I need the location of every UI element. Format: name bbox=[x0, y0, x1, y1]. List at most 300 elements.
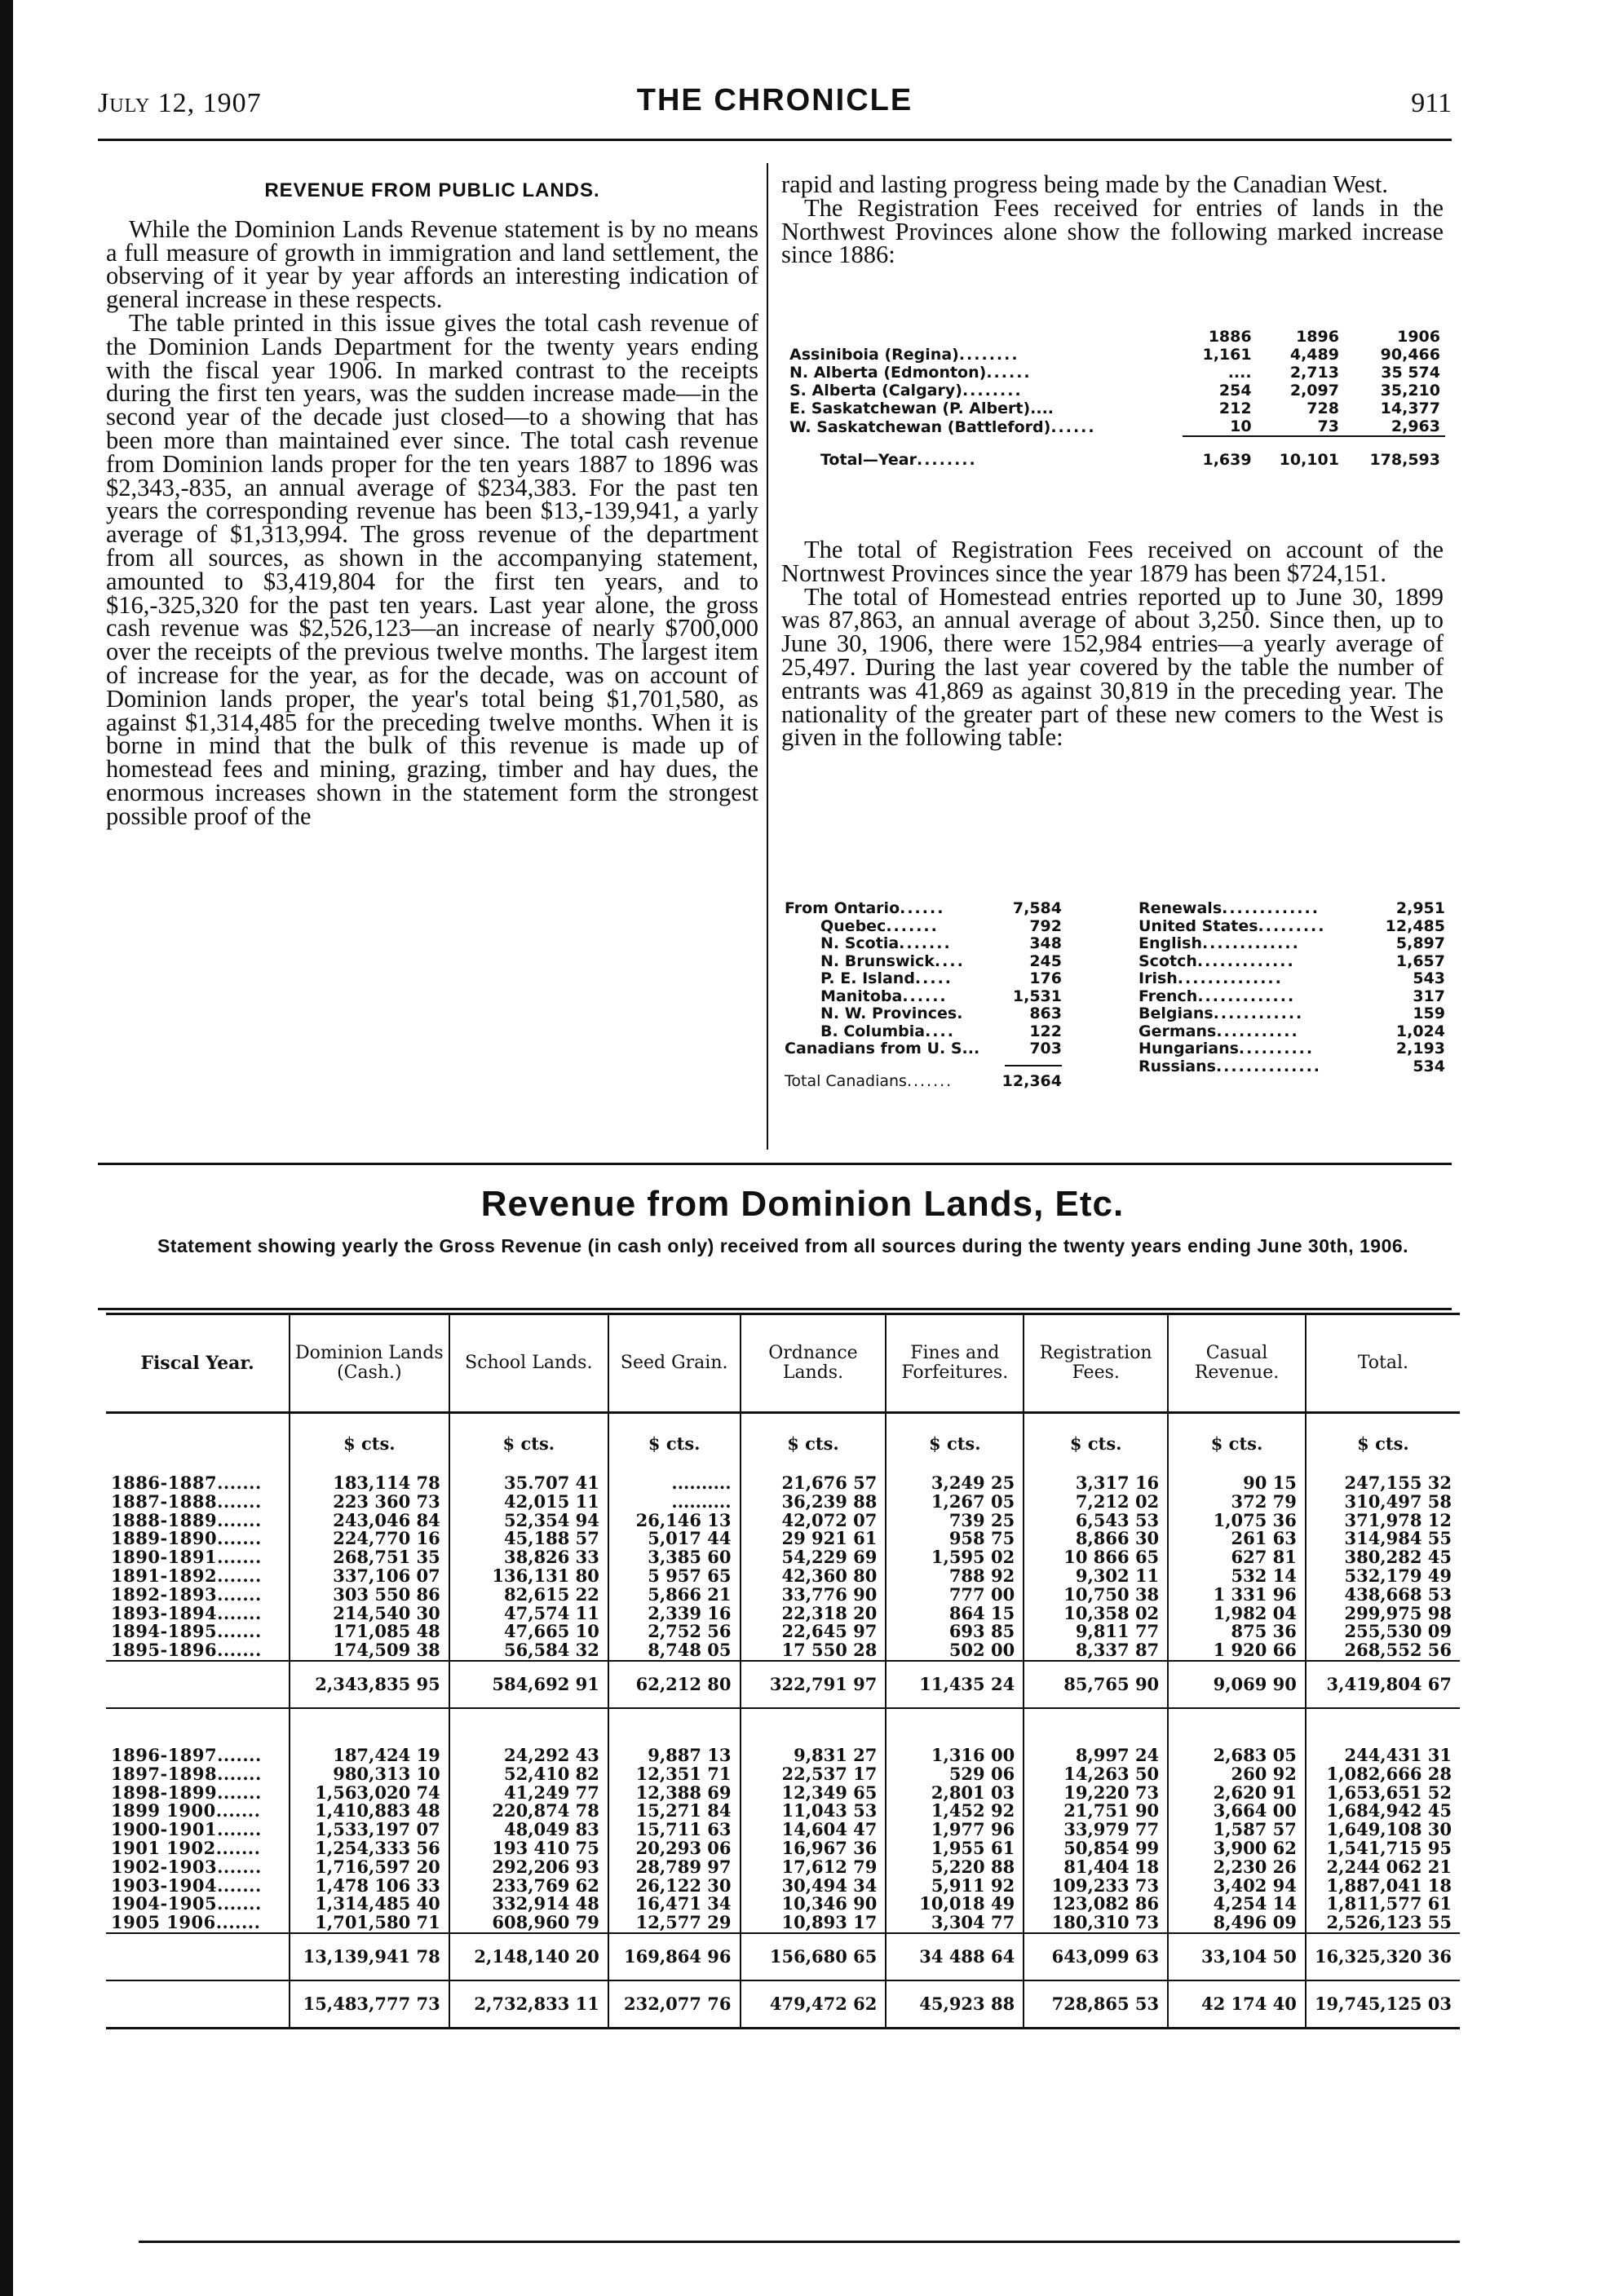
nat-label: Quebec bbox=[820, 916, 887, 935]
subtotal-cell: 3,419,804 67 bbox=[1306, 1661, 1460, 1708]
table-cell: 371,978 12 bbox=[1344, 1509, 1452, 1530]
table-cell: 1890-1891....... bbox=[111, 1547, 262, 1568]
table-cell: 1,314,485 40 bbox=[315, 1893, 440, 1914]
table-cell: 1895-1896....... bbox=[111, 1640, 262, 1661]
subtotal-cell: 2,148,140 20 bbox=[449, 1933, 608, 1980]
units-label: $ cts. bbox=[608, 1413, 741, 1475]
year-header: 1886 bbox=[1208, 328, 1252, 346]
table-cell: 1892-1893....... bbox=[111, 1583, 262, 1605]
table-cell: 223 360 73 bbox=[333, 1490, 440, 1512]
page-header bbox=[98, 83, 1452, 124]
table-cell: 56,584 32 bbox=[503, 1640, 599, 1661]
table-cell: 3,664 00 bbox=[1213, 1800, 1297, 1821]
table-cell: 42,015 11 bbox=[503, 1490, 599, 1512]
subtotal-cell: 156,680 65 bbox=[741, 1933, 887, 1980]
list-item: United States......... 12,485 bbox=[1139, 916, 1445, 935]
table-cell: 47,574 11 bbox=[503, 1602, 599, 1623]
table-cell: 8,866 30 bbox=[1075, 1528, 1160, 1549]
list-item: B. Columbia.... 122 bbox=[820, 1022, 1062, 1040]
nat-value: 534 bbox=[1413, 1057, 1445, 1075]
table-row: W. Saskatchewan (Battleford)...... 10 73 2,963 bbox=[785, 417, 1445, 436]
fiscal-year-column bbox=[106, 1708, 290, 1933]
table-cell: 9,887 13 bbox=[648, 1744, 732, 1765]
list-item: Renewals............. 2,951 bbox=[1139, 899, 1445, 917]
table-cell: 1901 1902....... bbox=[111, 1837, 261, 1858]
table-cell: 41,249 77 bbox=[503, 1782, 599, 1803]
table-cell: 5,220 88 bbox=[931, 1856, 1015, 1877]
article-left-column bbox=[106, 179, 758, 828]
publication-title: THE CHRONICLE bbox=[636, 83, 913, 117]
table-cell: 19,220 73 bbox=[1063, 1782, 1160, 1803]
cell: 212 bbox=[1218, 400, 1252, 417]
table-cell: 1,452 92 bbox=[931, 1800, 1015, 1821]
table-cell: 36,239 88 bbox=[781, 1490, 878, 1512]
cell: 1,161 bbox=[1202, 346, 1252, 364]
nat-label: From Ontario bbox=[785, 899, 900, 917]
table-cell: 268,552 56 bbox=[1344, 1640, 1452, 1661]
page-number: 911 bbox=[1411, 88, 1452, 118]
region-label: N. Alberta (Edmonton) bbox=[789, 364, 987, 382]
subtotal-cell: 643,099 63 bbox=[1024, 1933, 1168, 1980]
table-cell: 45,188 57 bbox=[503, 1528, 599, 1549]
list-item: Total Canadians....... 12,364 bbox=[785, 1071, 1062, 1090]
other-nationality-entries bbox=[1139, 900, 1445, 1075]
table-cell: 187,424 19 bbox=[333, 1744, 440, 1765]
cell: 10,101 bbox=[1279, 451, 1339, 469]
table-cell: 22,645 97 bbox=[781, 1621, 878, 1642]
units-row bbox=[106, 1413, 1460, 1475]
article-paragraph: The total of Registration Fees received on account of the Nortnwest Provinces since the year 1879 has been $724,151. bbox=[781, 536, 1444, 587]
list-item: English............. 5,897 bbox=[1139, 934, 1445, 952]
list-item: Quebec....... 792 bbox=[820, 916, 1062, 935]
table-cell: 35.707 41 bbox=[503, 1473, 599, 1493]
footer-rule bbox=[139, 2241, 1460, 2243]
section-rule bbox=[98, 1163, 1452, 1165]
units-label: $ cts. bbox=[1168, 1413, 1306, 1475]
table-cell: 1902-1903....... bbox=[111, 1856, 262, 1877]
total-column bbox=[1306, 1708, 1460, 1933]
registration-fees-column bbox=[1024, 1474, 1168, 1661]
list-item: Russians.............. 534 bbox=[1139, 1057, 1445, 1075]
table-cell: 3,249 25 bbox=[931, 1473, 1015, 1493]
table-top-rule bbox=[98, 1308, 1452, 1310]
table-cell: 529 06 bbox=[948, 1763, 1015, 1784]
units-label: $ cts. bbox=[449, 1413, 608, 1475]
table-cell: 1 920 66 bbox=[1213, 1640, 1297, 1661]
nat-value: 2,193 bbox=[1395, 1040, 1445, 1057]
table-cell: 5,866 21 bbox=[648, 1583, 732, 1605]
table-cell: 1887-1888....... bbox=[111, 1490, 262, 1512]
table-cell: 1,587 57 bbox=[1213, 1819, 1297, 1840]
units-label: $ cts. bbox=[1024, 1413, 1168, 1475]
table-cell: 136,131 80 bbox=[492, 1565, 599, 1586]
region-label: W. Saskatchewan (Battleford) bbox=[789, 417, 1051, 436]
table-cell: 17 550 28 bbox=[781, 1640, 878, 1661]
subtotal-cell: 169,864 96 bbox=[608, 1933, 741, 1980]
period1-rows bbox=[106, 1474, 1460, 1661]
table-cell: 52,410 82 bbox=[503, 1763, 599, 1784]
article-right-column-lower bbox=[781, 536, 1444, 752]
article-paragraph: While the Dominion Lands Revenue statement is by no means a full measure of growth in immigration and land settlement, the observing of it year by year affords an interesting indication of general increase in these respects. bbox=[106, 214, 758, 314]
table-cell: 1893-1894....... bbox=[111, 1602, 262, 1623]
list-item bbox=[785, 1040, 1062, 1058]
table-cell: 11,043 53 bbox=[781, 1800, 878, 1821]
table-cell: 3,402 94 bbox=[1213, 1874, 1297, 1896]
nat-label: French bbox=[1139, 987, 1198, 1005]
year-header: 1896 bbox=[1296, 328, 1339, 346]
table-cell: 183,114 78 bbox=[333, 1473, 440, 1493]
cell: 73 bbox=[1317, 417, 1339, 435]
table-cell: 1886-1887....... bbox=[111, 1473, 262, 1493]
table-cell: 12,351 71 bbox=[635, 1763, 732, 1784]
table-cell: 1,533,197 07 bbox=[315, 1819, 440, 1840]
table-cell: 1891-1892....... bbox=[111, 1565, 262, 1586]
article-right-column bbox=[781, 170, 1444, 269]
table-cell: 2,244 062 21 bbox=[1326, 1856, 1452, 1877]
table-cell: 1,653,651 52 bbox=[1326, 1782, 1452, 1803]
table-row bbox=[785, 400, 1445, 417]
table-cell: 26,146 13 bbox=[635, 1509, 732, 1530]
article-paragraph: rapid and lasting progress being made by the Canadian West. bbox=[781, 170, 1389, 198]
registration-fees-table bbox=[785, 328, 1445, 469]
list-item: N. Brunswick.... 245 bbox=[820, 952, 1062, 970]
nat-value: 792 bbox=[1029, 916, 1062, 935]
nat-label: Manitoba bbox=[820, 987, 903, 1005]
statement-subtitle: Statement showing yearly the Gross Revenue (in cash only) received from all sources during the twenty years ending June 30th, 1906. bbox=[157, 1235, 1409, 1256]
nat-value: 543 bbox=[1413, 969, 1445, 987]
nat-value: 159 bbox=[1413, 1004, 1445, 1022]
table-cell: 90 15 bbox=[1243, 1473, 1297, 1493]
table-cell: 12,577 29 bbox=[635, 1912, 732, 1933]
table-cell: 1,887,041 18 bbox=[1326, 1874, 1452, 1896]
nat-total-value: 12,364 bbox=[1001, 1071, 1062, 1090]
cell: 14,377 bbox=[1380, 400, 1440, 417]
table-cell: 380,282 45 bbox=[1344, 1547, 1452, 1568]
year-header: 1906 bbox=[1397, 328, 1440, 346]
table-cell: 21,676 57 bbox=[781, 1473, 878, 1493]
table-cell: .......... bbox=[671, 1490, 732, 1512]
table-cell: 50,854 99 bbox=[1063, 1837, 1160, 1858]
table-cell: 10 866 65 bbox=[1063, 1547, 1160, 1568]
table-cell: 1,977 96 bbox=[931, 1819, 1015, 1840]
table-cell: 109,233 73 bbox=[1051, 1874, 1160, 1896]
fines-column bbox=[886, 1708, 1024, 1933]
table-cell: 292,206 93 bbox=[492, 1856, 599, 1877]
column-header: Total. bbox=[1306, 1314, 1460, 1413]
table-cell: 2,339 16 bbox=[648, 1602, 732, 1623]
table-cell: 1,595 02 bbox=[931, 1547, 1015, 1568]
table-cell: 15,271 84 bbox=[635, 1800, 732, 1821]
table-row: Assiniboia (Regina)........ 1,161 4,489 90,466 bbox=[785, 346, 1445, 364]
nat-value: 317 bbox=[1413, 987, 1445, 1005]
subtotal-cell: 62,212 80 bbox=[608, 1661, 741, 1708]
table-cell: 875 36 bbox=[1231, 1621, 1297, 1642]
subtotal-cell: 13,139,941 78 bbox=[290, 1933, 449, 1980]
registration-fees-column bbox=[1024, 1708, 1168, 1933]
cell: 35 574 bbox=[1381, 364, 1440, 382]
table-cell: 1,316 00 bbox=[931, 1744, 1015, 1765]
cell: .... bbox=[1227, 364, 1252, 382]
nat-value: 348 bbox=[1029, 934, 1062, 952]
nat-value: 863 bbox=[1029, 1004, 1062, 1022]
table-cell: 243,046 84 bbox=[333, 1509, 440, 1530]
table-cell: 9,831 27 bbox=[794, 1744, 878, 1765]
table-cell: 1905 1906....... bbox=[111, 1912, 261, 1933]
nat-label: Canadians from U. S... bbox=[785, 1040, 980, 1057]
nat-label: Irish bbox=[1139, 969, 1178, 987]
table-cell: 30,494 34 bbox=[781, 1874, 878, 1896]
table-cell: 5 957 65 bbox=[648, 1565, 732, 1586]
table-cell: 303 550 86 bbox=[333, 1583, 440, 1605]
table-cell: 8,337 87 bbox=[1075, 1640, 1160, 1661]
subtotal-cell: 85,765 90 bbox=[1024, 1661, 1168, 1708]
table-cell: 1,478 106 33 bbox=[315, 1874, 440, 1896]
nat-label: United States bbox=[1139, 916, 1258, 935]
table-cell: 1,716,597 20 bbox=[315, 1856, 440, 1877]
nat-label: N. Scotia bbox=[820, 934, 900, 952]
table-cell: 38,826 33 bbox=[503, 1547, 599, 1568]
table-cell: 255,530 09 bbox=[1344, 1621, 1452, 1642]
grand-total-cell: 45,923 88 bbox=[886, 1980, 1024, 2029]
table-cell: 247,155 32 bbox=[1344, 1473, 1452, 1493]
grand-total-cell: 15,483,777 73 bbox=[290, 1980, 449, 2029]
table-row: N. Alberta (Edmonton)...... .... 2,713 35 574 bbox=[785, 364, 1445, 382]
table-cell: 739 25 bbox=[948, 1509, 1015, 1530]
table-cell: 180,310 73 bbox=[1051, 1912, 1160, 1933]
table-cell: 12,349 65 bbox=[781, 1782, 878, 1803]
table-cell: 10,358 02 bbox=[1063, 1602, 1160, 1623]
table-cell: 5,017 44 bbox=[648, 1528, 732, 1549]
casual-revenue-column bbox=[1168, 1474, 1306, 1661]
table-cell: .......... bbox=[671, 1473, 732, 1493]
table-total-row: Total—Year........ 1,639 10,101 178,593 bbox=[785, 451, 1445, 469]
nat-value: 1,531 bbox=[1012, 987, 1062, 1005]
table-cell: 6,543 53 bbox=[1075, 1509, 1160, 1530]
table-cell: 42,072 07 bbox=[781, 1509, 878, 1530]
table-cell: 47,665 10 bbox=[503, 1621, 599, 1642]
nat-label: Renewals bbox=[1139, 899, 1223, 917]
table-cell: 54,229 69 bbox=[781, 1547, 878, 1568]
table-cell: 16,471 34 bbox=[635, 1893, 732, 1914]
nat-label: N. Brunswick bbox=[820, 952, 935, 970]
fiscal-year-column bbox=[106, 1474, 290, 1661]
table-cell: 788 92 bbox=[948, 1565, 1015, 1586]
list-item: Manitoba...... 1,531 bbox=[820, 987, 1062, 1005]
nat-value: 2,951 bbox=[1395, 899, 1445, 917]
cell: 4,489 bbox=[1289, 346, 1339, 364]
table-cell: 2,230 26 bbox=[1213, 1856, 1297, 1877]
table-cell: 15,711 63 bbox=[635, 1819, 732, 1840]
table-cell: 1904-1905....... bbox=[111, 1893, 262, 1914]
table-cell: 1889-1890....... bbox=[111, 1528, 262, 1549]
table-cell: 627 81 bbox=[1231, 1547, 1297, 1568]
revenue-table bbox=[106, 1313, 1460, 2029]
table-cell: 532,179 49 bbox=[1344, 1565, 1452, 1586]
issue-date: July 12, 1907 bbox=[98, 88, 262, 118]
table-cell: 33,776 90 bbox=[781, 1583, 878, 1605]
table-cell: 4,254 14 bbox=[1213, 1893, 1297, 1914]
cell: 728 bbox=[1307, 400, 1339, 417]
list-item: Germans........... 1,024 bbox=[1139, 1022, 1445, 1040]
table-cell: 28,789 97 bbox=[635, 1856, 732, 1877]
grand-total-cell: 232,077 76 bbox=[608, 1980, 741, 2029]
table-cell: 1896-1897....... bbox=[111, 1744, 262, 1765]
table-cell: 10,893 17 bbox=[781, 1912, 878, 1933]
table-cell: 123,082 86 bbox=[1051, 1893, 1160, 1914]
list-item: N. Scotia....... 348 bbox=[820, 934, 1062, 952]
school-lands-column bbox=[449, 1708, 608, 1933]
region-label: Assiniboia (Regina) bbox=[789, 346, 959, 364]
casual-revenue-column bbox=[1168, 1708, 1306, 1933]
table-cell: 438,668 53 bbox=[1344, 1583, 1452, 1605]
region-label: S. Alberta (Calgary) bbox=[789, 382, 962, 400]
cell: 2,097 bbox=[1289, 382, 1339, 400]
table-cell: 12,388 69 bbox=[635, 1782, 732, 1803]
table-cell: 299,975 98 bbox=[1344, 1602, 1452, 1623]
table-cell: 332,914 48 bbox=[492, 1893, 599, 1914]
table-cell: 17,612 79 bbox=[781, 1856, 878, 1877]
grand-total-cell: 2,732,833 11 bbox=[449, 1980, 608, 2029]
table-cell: 1888-1889....... bbox=[111, 1509, 262, 1530]
nat-label: Scotch bbox=[1139, 952, 1197, 970]
dominion-lands-column bbox=[290, 1708, 449, 1933]
table-cell: 81,404 18 bbox=[1063, 1856, 1160, 1877]
list-item: Hungarians.......... 2,193 bbox=[1139, 1040, 1445, 1057]
column-header: Registration Fees. bbox=[1024, 1314, 1168, 1413]
table-cell: 52,354 94 bbox=[503, 1509, 599, 1530]
cell: 2,713 bbox=[1289, 364, 1339, 382]
table-cell: 2,752 56 bbox=[648, 1621, 732, 1642]
cell: 254 bbox=[1218, 382, 1252, 400]
seed-grain-column bbox=[608, 1708, 741, 1933]
table-cell: 261 63 bbox=[1231, 1528, 1297, 1549]
list-item: Scotch............. 1,657 bbox=[1139, 952, 1445, 970]
table-header-row bbox=[785, 328, 1445, 346]
nat-value: 122 bbox=[1029, 1022, 1062, 1040]
table-cell: 2,801 03 bbox=[931, 1782, 1015, 1803]
list-item: P. E. Island..... 176 bbox=[820, 969, 1062, 987]
nat-label: B. Columbia bbox=[820, 1022, 926, 1040]
seed-grain-column bbox=[608, 1474, 741, 1661]
subtotal-cell: 33,104 50 bbox=[1168, 1933, 1306, 1980]
table-cell: 864 15 bbox=[948, 1602, 1015, 1623]
list-item: Irish.............. 543 bbox=[1139, 969, 1445, 987]
grand-total-cell: 728,865 53 bbox=[1024, 1980, 1168, 2029]
table-cell: 3,304 77 bbox=[931, 1912, 1015, 1933]
table-cell: 1897-1898....... bbox=[111, 1763, 262, 1784]
school-lands-column bbox=[449, 1474, 608, 1661]
nat-label: Belgians bbox=[1139, 1004, 1214, 1022]
cell: 178,593 bbox=[1369, 451, 1440, 469]
column-header: Dominion Lands (Cash.) bbox=[290, 1314, 449, 1413]
nat-total-label: Total Canadians bbox=[785, 1071, 907, 1090]
table-cell: 16,967 36 bbox=[781, 1837, 878, 1858]
nat-value: 176 bbox=[1029, 969, 1062, 987]
nat-value: 5,897 bbox=[1395, 934, 1445, 952]
table-cell: 224,770 16 bbox=[333, 1528, 440, 1549]
subtotal-cell: 322,791 97 bbox=[741, 1661, 887, 1708]
list-item: From Ontario...... 7,584 bbox=[785, 899, 1062, 917]
table-cell: 22,318 20 bbox=[781, 1602, 878, 1623]
table-cell: 2,620 91 bbox=[1213, 1782, 1297, 1803]
cell: 10 bbox=[1230, 417, 1252, 435]
column-header: Fiscal Year. bbox=[106, 1314, 290, 1413]
table-cell: 171,085 48 bbox=[333, 1621, 440, 1642]
table-cell: 1,082,666 28 bbox=[1326, 1763, 1452, 1784]
table-cell: 14,263 50 bbox=[1063, 1763, 1160, 1784]
table-cell: 9,811 77 bbox=[1075, 1621, 1160, 1642]
table-cell: 33,979 77 bbox=[1063, 1819, 1160, 1840]
table-cell: 29 921 61 bbox=[781, 1528, 878, 1549]
table-cell: 8,997 24 bbox=[1075, 1744, 1160, 1765]
total-label: Total—Year bbox=[820, 451, 917, 469]
grand-total-row bbox=[106, 1980, 1460, 2029]
subtotal-row bbox=[106, 1933, 1460, 1980]
nat-value: 1,024 bbox=[1395, 1022, 1445, 1040]
table-cell: 693 85 bbox=[948, 1621, 1015, 1642]
table-cell: 980,313 10 bbox=[333, 1763, 440, 1784]
subtotal-cell: 11,435 24 bbox=[886, 1661, 1024, 1708]
list-item: Belgians............ 159 bbox=[1139, 1004, 1445, 1022]
table-cell: 3,900 62 bbox=[1213, 1837, 1297, 1858]
table-cell: 1 331 96 bbox=[1213, 1583, 1297, 1605]
period2-rows bbox=[106, 1708, 1460, 1933]
table-cell: 1,811,577 61 bbox=[1326, 1893, 1452, 1914]
article-title: REVENUE FROM PUBLIC LANDS. bbox=[264, 179, 600, 201]
table-cell: 1,563,020 74 bbox=[315, 1782, 440, 1803]
total-column bbox=[1306, 1474, 1460, 1661]
table-cell: 8,748 05 bbox=[648, 1640, 732, 1661]
table-cell: 958 75 bbox=[948, 1528, 1015, 1549]
column-divider bbox=[767, 163, 768, 1150]
table-header-row bbox=[106, 1314, 1460, 1413]
table-cell: 1,267 05 bbox=[931, 1490, 1015, 1512]
nat-value: 245 bbox=[1029, 952, 1062, 970]
cell: 2,963 bbox=[1391, 417, 1440, 435]
table-cell: 3,385 60 bbox=[648, 1547, 732, 1568]
table-cell: 1900-1901....... bbox=[111, 1819, 262, 1840]
table-cell: 532 14 bbox=[1231, 1565, 1297, 1586]
article-paragraph: The total of Homestead entries reported up to June 30, 1899 was 87,863, an annual average of about 3,250. Since then, up to June 30, 1906, there were 152,984 entries—a yearly average of 25,497. During the last year covered by the table the number of entrants was 41,869 as against 30,819 in the preceding year. The nationality of the greater part of these new comers to the West is given in the following table: bbox=[781, 582, 1444, 752]
table-cell: 2,526,123 55 bbox=[1326, 1912, 1452, 1933]
subtotal-cell: 9,069 90 bbox=[1168, 1661, 1306, 1708]
table-cell: 1,982 04 bbox=[1213, 1602, 1297, 1623]
region-label: E. Saskatchewan (P. Albert).... bbox=[789, 400, 1055, 417]
fines-column bbox=[886, 1474, 1024, 1661]
table-cell: 8,496 09 bbox=[1213, 1912, 1297, 1933]
units-label: $ cts. bbox=[1306, 1413, 1460, 1475]
table-cell: 42,360 80 bbox=[781, 1565, 878, 1586]
nat-label: P. E. Island bbox=[820, 969, 915, 987]
table-cell: 233,769 62 bbox=[492, 1874, 599, 1896]
nat-value: 12,485 bbox=[1385, 916, 1445, 935]
table-cell: 1,649,108 30 bbox=[1326, 1819, 1452, 1840]
cell: 90,466 bbox=[1380, 346, 1440, 364]
cell: 35,210 bbox=[1380, 382, 1440, 400]
page-edge bbox=[0, 0, 13, 2296]
list-item: French............. 317 bbox=[1139, 987, 1445, 1005]
table-cell: 174,509 38 bbox=[333, 1640, 440, 1661]
subtotal-cell: 584,692 91 bbox=[449, 1661, 608, 1708]
nat-label: Germans bbox=[1139, 1022, 1217, 1040]
table-cell: 21,751 90 bbox=[1063, 1800, 1160, 1821]
table-cell: 214,540 30 bbox=[333, 1602, 440, 1623]
list-item bbox=[785, 1005, 1062, 1023]
subtotal-cell: 16,325,320 36 bbox=[1306, 1933, 1460, 1980]
table-cell: 608,960 79 bbox=[492, 1912, 599, 1933]
table-cell: 1,684,942 45 bbox=[1326, 1800, 1452, 1821]
nat-label: Hungarians bbox=[1139, 1040, 1239, 1057]
